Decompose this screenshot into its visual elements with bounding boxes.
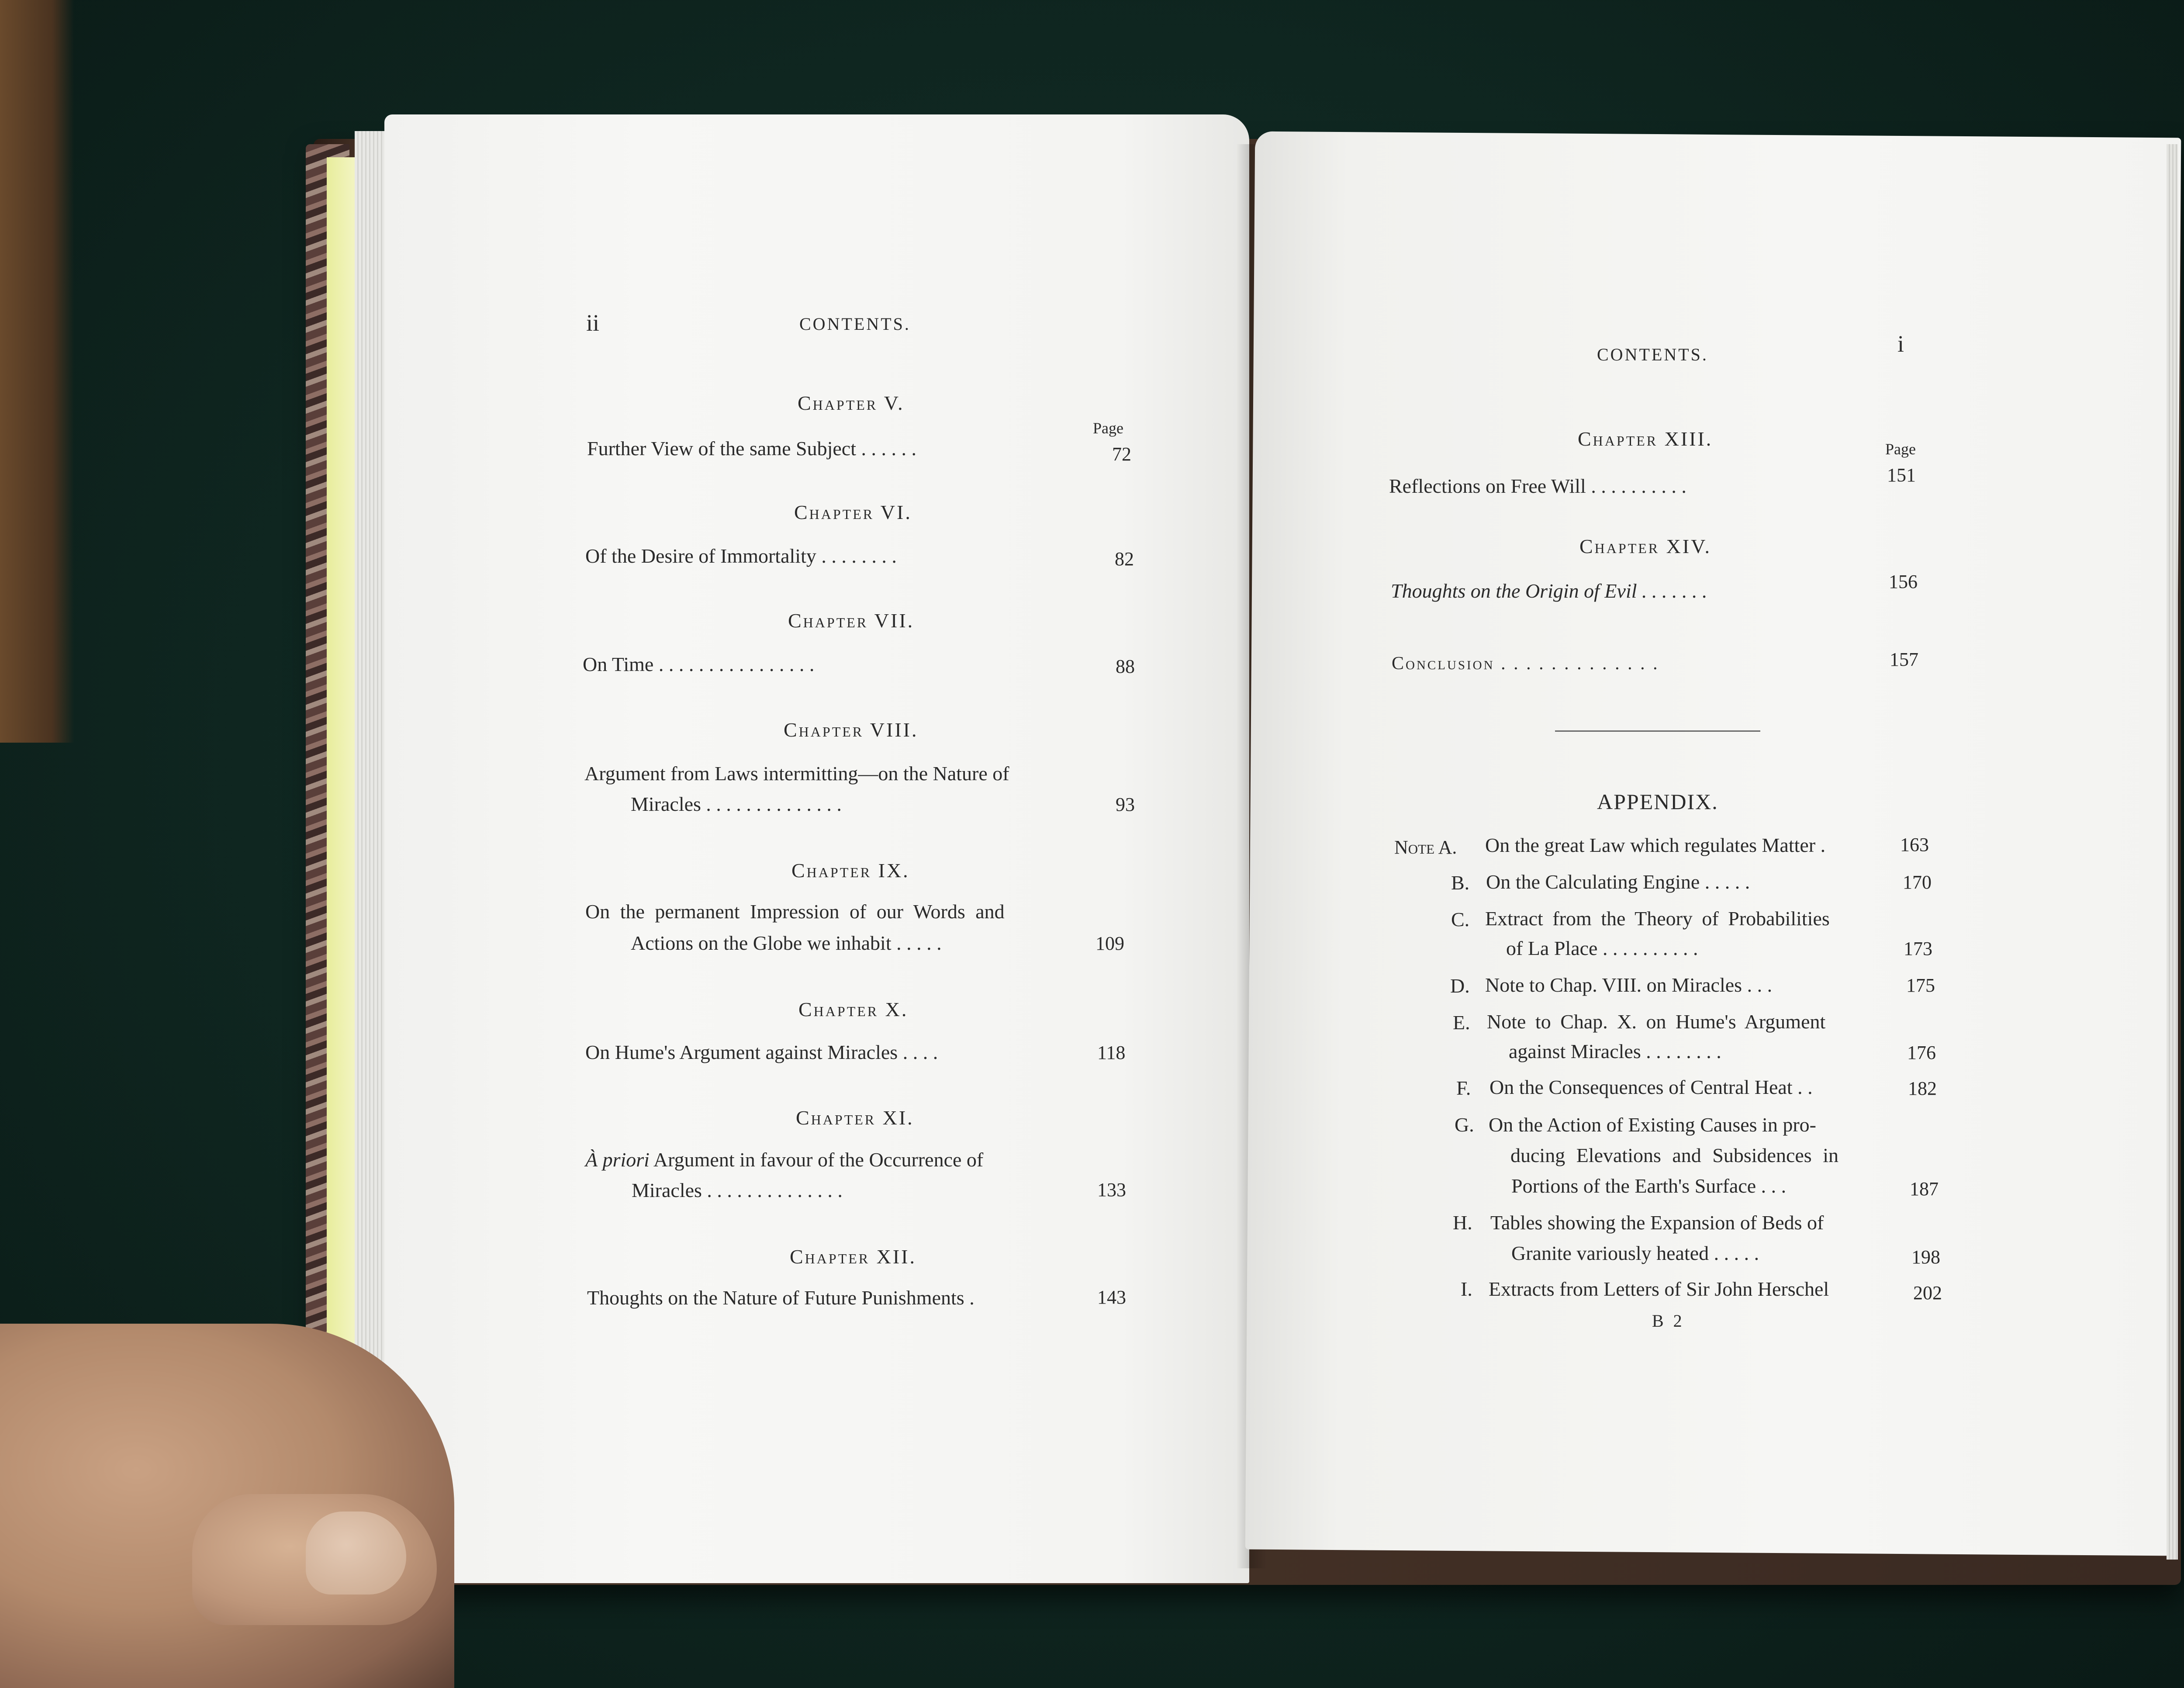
toc-page-number: 82 (1115, 548, 1134, 570)
note-line: ducing Elevations and Subsidences in (1510, 1144, 1838, 1166)
thumbnail-nail (306, 1512, 406, 1595)
toc-page-number: 88 (1116, 656, 1135, 677)
right-page-edges (2167, 144, 2178, 1560)
toc-line (585, 1150, 983, 1170)
chapter-heading: Chapter V. (798, 392, 905, 414)
toc-line: Actions on the Globe we inhabit . . . . . (631, 932, 942, 954)
toc-page-number: 157 (1890, 649, 1918, 670)
chapter-heading: Chapter XIII. (1578, 428, 1713, 450)
note-page: 198 (1911, 1246, 1940, 1268)
note-page: 170 (1903, 872, 1932, 893)
chapter-heading: Chapter X. (798, 998, 909, 1020)
toc-page-number: 72 (1112, 443, 1131, 465)
note-page: 175 (1906, 975, 1935, 996)
note-line: On the Consequences of Central Heat . . (1489, 1076, 1813, 1098)
chapter-heading: Chapter VIII. (784, 719, 919, 741)
chapter-heading: Chapter IX. (791, 859, 910, 882)
page-column-label: Page (1885, 440, 1916, 458)
note-label: D. (1450, 975, 1470, 997)
right-page-header: CONTENTS. (1597, 345, 1708, 364)
toc-line: On the permanent Impression of our Words and (585, 900, 1005, 923)
chapter-heading: Chapter XI. (796, 1107, 914, 1129)
note-line: against Miracles . . . . . . . . (1509, 1040, 1721, 1062)
chapter-heading: Chapter VI. (794, 501, 912, 523)
note-label: G. (1455, 1114, 1474, 1136)
note-line: Granite variously heated . . . . . (1511, 1242, 1759, 1264)
toc-line: Thoughts on the Origin of Evil . . . . . . . (1391, 580, 1707, 602)
toc-line: Thoughts on the Nature of Future Punishments . (587, 1287, 975, 1309)
note-line: Extracts from Letters of Sir John Herschel (1489, 1278, 1829, 1300)
note-page: 202 (1913, 1282, 1942, 1304)
left-page (384, 114, 1249, 1583)
toc-page-number: 143 (1097, 1287, 1126, 1308)
line-rest: Argument in favour of the Occurrence of (649, 1148, 984, 1171)
signature-mark: B 2 (1652, 1311, 1685, 1331)
note-line: Note to Chap. X. on Hume's Argument (1487, 1010, 1826, 1033)
toc-page-number: 133 (1097, 1179, 1126, 1200)
note-label: E. (1453, 1011, 1470, 1034)
toc-line: On Hume's Argument against Miracles . . . . (585, 1041, 938, 1063)
toc-page-number: 151 (1887, 464, 1916, 486)
note-label: H. (1453, 1211, 1472, 1234)
note-line: On the great Law which regulates Matter . (1485, 834, 1826, 856)
note-line: Portions of the Earth's Surface . . . (1511, 1175, 1787, 1197)
toc-line: Miracles . . . . . . . . . . . . . . (632, 1179, 843, 1201)
chapter-heading: Chapter XII. (790, 1245, 916, 1268)
toc-page-number: 156 (1889, 571, 1918, 592)
toc-line: Argument from Laws intermitting—on the Nature of (584, 762, 1009, 785)
left-page-number: ii (586, 310, 600, 336)
divider-rule (1555, 730, 1760, 732)
toc-line: Further View of the same Subject . . . . . . (587, 437, 916, 460)
chapter-heading: Chapter XIV. (1579, 535, 1711, 557)
appendix-title: APPENDIX. (1597, 789, 1718, 814)
note-page: 187 (1910, 1178, 1939, 1200)
note-line: Extract from the Theory of Probabilities (1485, 907, 1830, 930)
toc-page-number: 93 (1116, 794, 1135, 815)
note-page: 163 (1900, 834, 1929, 855)
note-page: 182 (1908, 1078, 1937, 1099)
note-label: C. (1451, 908, 1470, 930)
right-page-number: i (1897, 331, 1904, 357)
note-label: Note A. (1394, 837, 1457, 858)
left-page-header: CONTENTS. (799, 314, 911, 334)
toc-line: On Time . . . . . . . . . . . . . . . . (583, 653, 815, 675)
note-line: of La Place . . . . . . . . . . (1506, 937, 1698, 959)
note-label: I. (1461, 1278, 1472, 1300)
conclusion-line: Conclusion . . . . . . . . . . . . . (1392, 654, 1659, 674)
toc-page-number: 109 (1095, 933, 1124, 954)
background-cardboard (0, 0, 74, 743)
note-label: B. (1451, 872, 1470, 894)
endpaper (327, 157, 357, 1498)
italic-prefix: À priori (585, 1148, 650, 1171)
page-column-label: Page (1093, 419, 1123, 437)
note-line: Tables showing the Expansion of Beds of (1490, 1211, 1824, 1234)
note-page: 173 (1904, 938, 1932, 959)
chapter-heading: Chapter VII. (788, 609, 915, 632)
note-page: 176 (1907, 1042, 1936, 1063)
toc-line: Reflections on Free Will . . . . . . . . . . (1389, 475, 1686, 497)
note-line: On the Calculating Engine . . . . . (1486, 871, 1750, 893)
note-line: On the Action of Existing Causes in pro- (1489, 1114, 1816, 1136)
toc-line: Miracles . . . . . . . . . . . . . . (631, 793, 842, 815)
note-line: Note to Chap. VIII. on Miracles . . . (1485, 974, 1773, 996)
toc-line: Of the Desire of Immortality . . . . . . . . (585, 545, 897, 567)
note-label: F. (1456, 1077, 1471, 1099)
toc-page-number: 118 (1097, 1042, 1126, 1063)
